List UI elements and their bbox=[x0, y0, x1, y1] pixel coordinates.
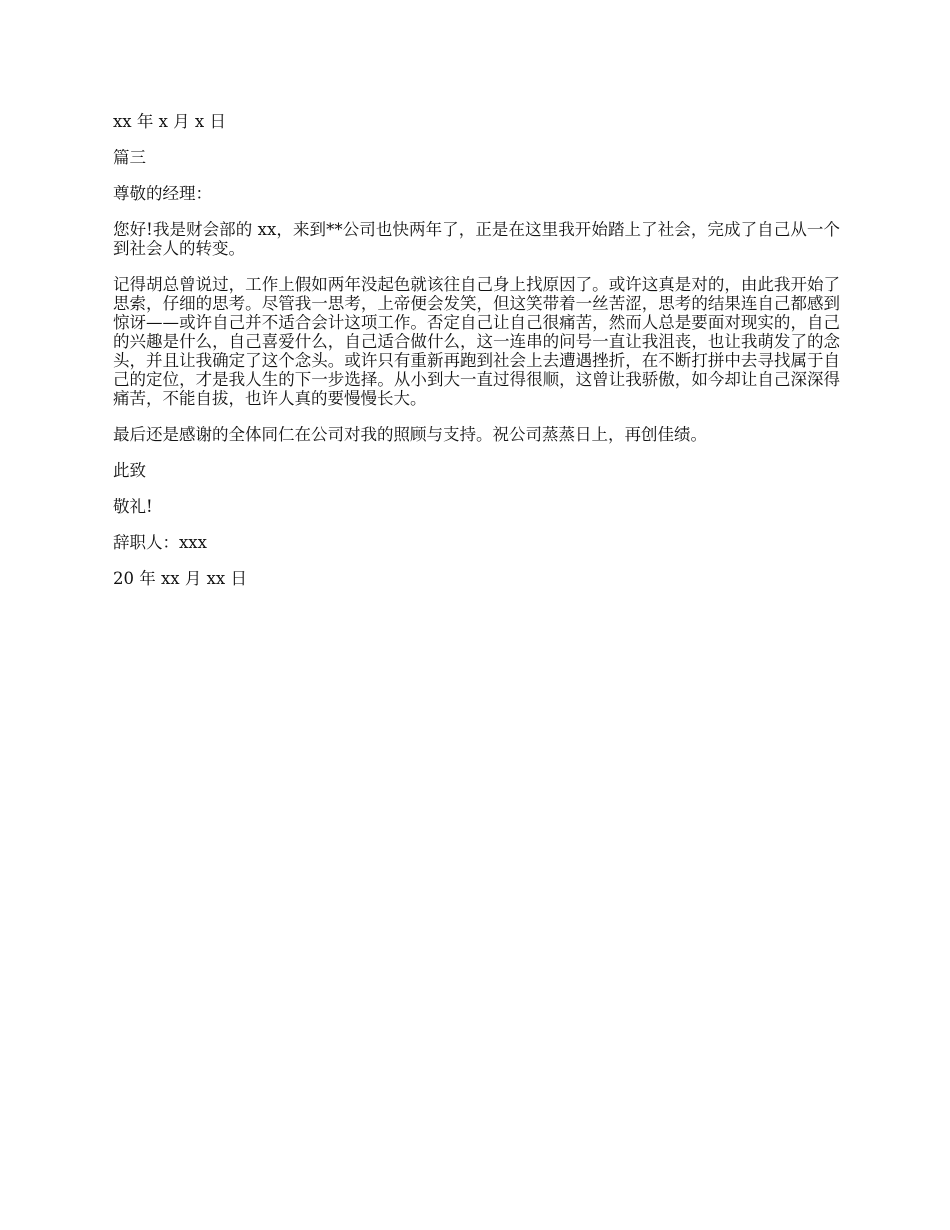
salutation: 尊敬的经理： bbox=[113, 184, 212, 203]
paragraph-intro: 您好!我是财会部的 xx，来到**公司也快两年了，正是在这里我开始踏上了社会，完成了自己从一个到社会人的转变。 bbox=[113, 220, 840, 258]
closing-line-2: 敬礼! bbox=[113, 497, 153, 516]
signature: 辞职人：xxx bbox=[113, 533, 207, 552]
letter-body bbox=[113, 112, 840, 605]
date-top: xx 年 x 月 x 日 bbox=[113, 112, 226, 131]
paragraph-thanks: 最后还是感谢的全体同仁在公司对我的照顾与支持。祝公司蒸蒸日上，再创佳绩。 bbox=[113, 425, 707, 444]
date-bottom: 20 年 xx 月 xx 日 bbox=[113, 569, 247, 588]
closing-line-1: 此致 bbox=[113, 461, 146, 480]
paragraph-reason: 记得胡总曾说过，工作上假如两年没起色就该往自己身上找原因了。或许这真是对的，由此我开始了思索，仔细的思考。尽管我一思考，上帝便会发笑，但这笑带着一丝苦涩，思考的结果连自己都感到惊讶——或许自己并不适合会计这项工作。否定自己让自己很痛苦，然而人总是要面对现实的，自己的兴趣是什么，自己喜爱什么，自己适合做什么，这一连串的问号一直让我沮丧，也让我萌发了的念头，并且让我确定了这个念头。或许只有重新再跑到社会上去遭遇挫折，在不断打拼中去寻找属于自己的定位，才是我人生的下一步选择。从小到大一直过得很顺，这曾让我骄傲，如今却让自己深深得痛苦，不能自拔，也许人真的要慢慢长大。 bbox=[113, 275, 840, 408]
section-heading: 篇三 bbox=[113, 148, 146, 167]
